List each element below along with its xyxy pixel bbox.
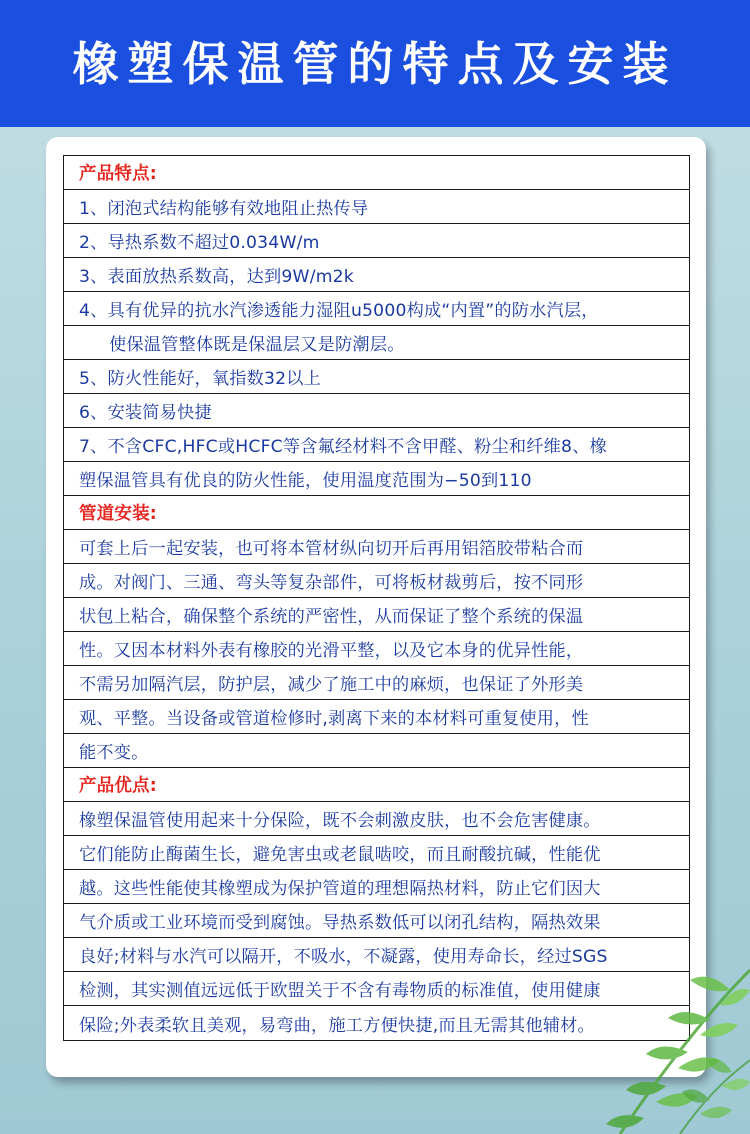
advantages-line: 它们能防止酶菌生长，避免害虫或老鼠啮咬，而且耐酸抗碱，性能优 — [64, 836, 689, 870]
features-line: 7、不含CFC,HFC或HCFC等含氟经材料不含甲醛、粉尘和纤维8、橡 — [64, 428, 689, 462]
advantages-line: 良好;材料与水汽可以隔开，不吸水，不凝露，使用寿命长，经过SGS — [64, 938, 689, 972]
features-line: 使保温管整体既是保温层又是防潮层。 — [64, 326, 689, 360]
installation-line: 状包上粘合，确保整个系统的严密性，从而保证了整个系统的保温 — [64, 598, 689, 632]
installation-line: 观、平整。当设备或管道检修时,剥离下来的本材料可重复使用，性 — [64, 700, 689, 734]
installation-line: 能不变。 — [64, 734, 689, 768]
advantages-line: 越。这些性能使其橡塑成为保护管道的理想隔热材料，防止它们因大 — [64, 870, 689, 904]
features-heading: 产品特点: — [64, 156, 689, 190]
features-line: 1、闭泡式结构能够有效地阻止热传导 — [64, 190, 689, 224]
features-line: 3、表面放热系数高，达到9W/m2k — [64, 258, 689, 292]
installation-heading: 管道安装: — [64, 496, 689, 530]
advantages-line: 橡塑保温管使用起来十分保险，既不会刺激皮肤，也不会危害健康。 — [64, 802, 689, 836]
features-line: 2、导热系数不超过0.034W/m — [64, 224, 689, 258]
features-line: 5、防火性能好，氧指数32以上 — [64, 360, 689, 394]
advantages-heading: 产品优点: — [64, 768, 689, 802]
spec-table — [63, 155, 690, 1041]
advantages-line: 检测，其实测值远远低于欧盟关于不含有毒物质的标准值，使用健康 — [64, 972, 689, 1006]
features-line: 4、具有优异的抗水汽渗透能力湿阻u5000构成“内置”的防水汽层， — [64, 292, 689, 326]
installation-line: 可套上后一起安装，也可将本管材纵向切开后再用铝箔胶带粘合而 — [64, 530, 689, 564]
installation-line: 成。对阀门、三通、弯头等复杂部件，可将板材裁剪后，按不同形 — [64, 564, 689, 598]
advantages-line: 气介质或工业环境而受到腐蚀。导热系数低可以闭孔结构，隔热效果 — [64, 904, 689, 938]
advantages-line: 保险;外表柔软且美观，易弯曲，施工方便快捷,而且无需其他辅材。 — [79, 1015, 595, 1036]
page-title: 橡塑保温管的特点及安装 — [72, 36, 678, 91]
installation-line: 不需另加隔汽层，防护层，减少了施工中的麻烦，也保证了外形美 — [64, 666, 689, 700]
title-banner — [0, 0, 750, 127]
features-line: 6、安装简易快捷 — [64, 394, 689, 428]
features-line: 塑保温管具有优良的防火性能，使用温度范围为−50到110 — [64, 462, 689, 496]
installation-line: 性。又因本材料外表有橡胶的光滑平整，以及它本身的优异性能， — [64, 632, 689, 666]
